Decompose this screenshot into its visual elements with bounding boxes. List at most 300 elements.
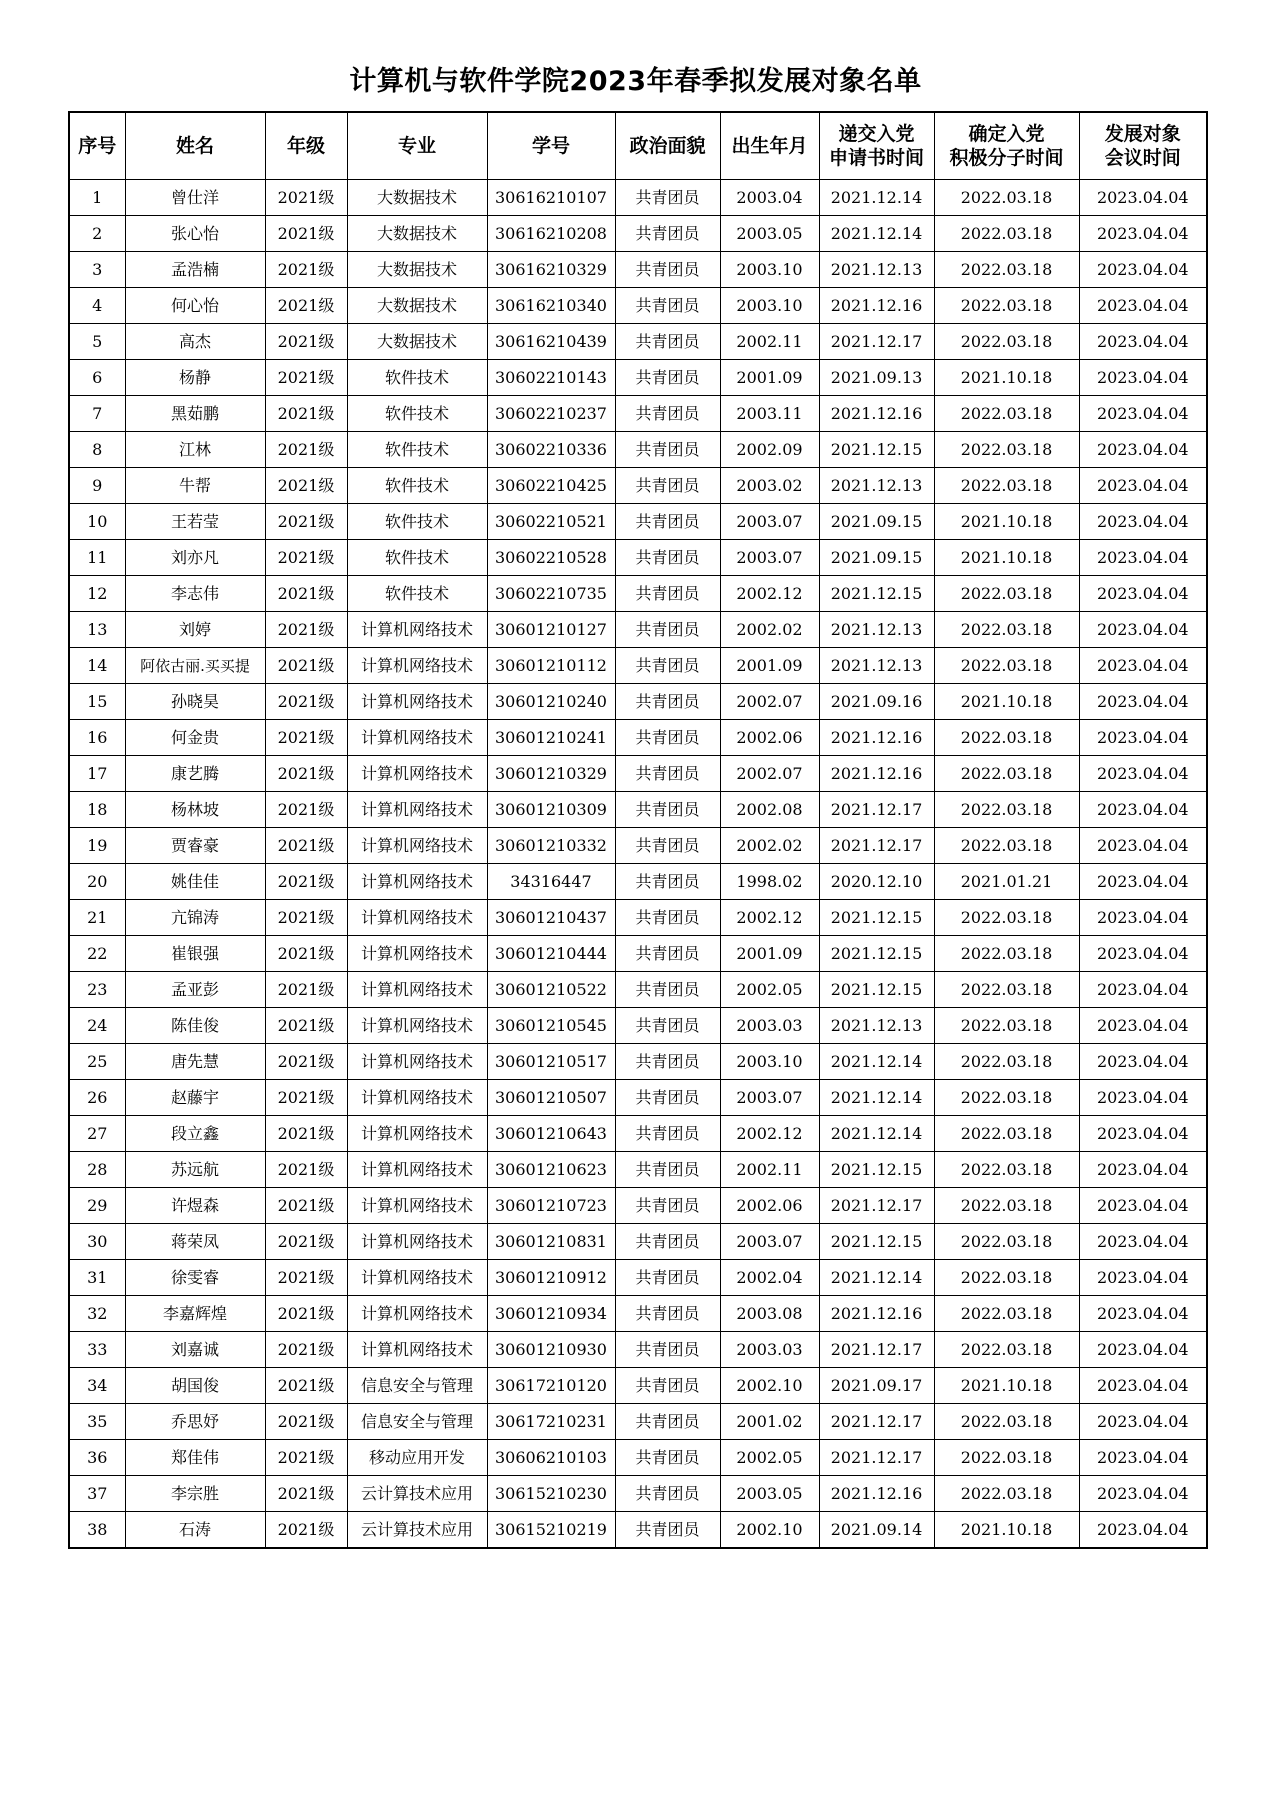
cell-major: 信息安全与管理	[347, 1368, 487, 1404]
cell-grade: 2021级	[265, 828, 347, 864]
cell-birth-date: 2003.03	[720, 1332, 819, 1368]
cell-grade: 2021级	[265, 1512, 347, 1549]
cell-major: 计算机网络技术	[347, 1080, 487, 1116]
cell-birth-date: 2003.05	[720, 1476, 819, 1512]
cell-political-status: 共青团员	[615, 756, 720, 792]
cell-name: 乔思妤	[125, 1404, 265, 1440]
cell-birth-date: 2003.03	[720, 1008, 819, 1044]
cell-application-date: 2021.12.14	[819, 1260, 934, 1296]
cell-index: 38	[69, 1512, 125, 1549]
cell-major: 软件技术	[347, 396, 487, 432]
cell-grade: 2021级	[265, 504, 347, 540]
cell-grade: 2021级	[265, 1440, 347, 1476]
cell-activist-date: 2022.03.18	[934, 1332, 1079, 1368]
cell-political-status: 共青团员	[615, 576, 720, 612]
cell-meeting-date: 2023.04.04	[1079, 648, 1207, 684]
cell-index: 23	[69, 972, 125, 1008]
cell-meeting-date: 2023.04.04	[1079, 1224, 1207, 1260]
header-label: 确定入党	[968, 123, 1045, 145]
cell-application-date: 2021.12.17	[819, 1440, 934, 1476]
cell-grade: 2021级	[265, 1476, 347, 1512]
cell-birth-date: 2003.08	[720, 1296, 819, 1332]
cell-index: 30	[69, 1224, 125, 1260]
cell-meeting-date: 2023.04.04	[1079, 180, 1207, 216]
cell-political-status: 共青团员	[615, 900, 720, 936]
cell-index: 6	[69, 360, 125, 396]
table-row	[69, 1476, 1207, 1512]
cell-student-id: 30602210143	[487, 360, 615, 396]
cell-grade: 2021级	[265, 720, 347, 756]
cell-index: 35	[69, 1404, 125, 1440]
cell-student-id: 30606210103	[487, 1440, 615, 1476]
cell-student-id: 30601210329	[487, 756, 615, 792]
table-row	[69, 432, 1207, 468]
cell-index: 3	[69, 252, 125, 288]
cell-name: 石涛	[125, 1512, 265, 1549]
cell-activist-date: 2021.10.18	[934, 540, 1079, 576]
cell-political-status: 共青团员	[615, 828, 720, 864]
cell-major: 软件技术	[347, 360, 487, 396]
cell-student-id: 30601210444	[487, 936, 615, 972]
table-row	[69, 1152, 1207, 1188]
cell-name: 徐雯睿	[125, 1260, 265, 1296]
cell-activist-date: 2022.03.18	[934, 324, 1079, 360]
cell-name: 李志伟	[125, 576, 265, 612]
cell-meeting-date: 2023.04.04	[1079, 1332, 1207, 1368]
cell-index: 36	[69, 1440, 125, 1476]
cell-grade: 2021级	[265, 900, 347, 936]
cell-grade: 2021级	[265, 1044, 347, 1080]
cell-political-status: 共青团员	[615, 252, 720, 288]
cell-application-date: 2021.12.16	[819, 756, 934, 792]
cell-grade: 2021级	[265, 576, 347, 612]
cell-name: 康艺腾	[125, 756, 265, 792]
cell-political-status: 共青团员	[615, 1404, 720, 1440]
cell-name: 苏远航	[125, 1152, 265, 1188]
cell-name: 阿依古丽.买买提	[125, 648, 265, 684]
cell-major: 计算机网络技术	[347, 1152, 487, 1188]
cell-birth-date: 2002.11	[720, 324, 819, 360]
cell-political-status: 共青团员	[615, 792, 720, 828]
cell-birth-date: 2002.11	[720, 1152, 819, 1188]
cell-index: 2	[69, 216, 125, 252]
cell-student-id: 30602210237	[487, 396, 615, 432]
cell-index: 16	[69, 720, 125, 756]
cell-name: 赵藤宇	[125, 1080, 265, 1116]
cell-birth-date: 2001.09	[720, 648, 819, 684]
cell-index: 22	[69, 936, 125, 972]
table-row	[69, 1080, 1207, 1116]
table-row	[69, 972, 1207, 1008]
cell-meeting-date: 2023.04.04	[1079, 720, 1207, 756]
cell-application-date: 2021.12.15	[819, 1152, 934, 1188]
table-row	[69, 648, 1207, 684]
cell-index: 24	[69, 1008, 125, 1044]
cell-meeting-date: 2023.04.04	[1079, 324, 1207, 360]
cell-application-date: 2021.12.17	[819, 792, 934, 828]
cell-major: 大数据技术	[347, 216, 487, 252]
cell-grade: 2021级	[265, 1296, 347, 1332]
cell-birth-date: 2002.04	[720, 1260, 819, 1296]
cell-activist-date: 2022.03.18	[934, 180, 1079, 216]
table-row	[69, 1512, 1207, 1549]
table-row	[69, 360, 1207, 396]
cell-political-status: 共青团员	[615, 432, 720, 468]
cell-political-status: 共青团员	[615, 180, 720, 216]
cell-name: 李嘉辉煌	[125, 1296, 265, 1332]
cell-major: 软件技术	[347, 504, 487, 540]
cell-activist-date: 2021.10.18	[934, 684, 1079, 720]
cell-grade: 2021级	[265, 1260, 347, 1296]
table-row	[69, 1188, 1207, 1224]
table-header-row	[69, 112, 1207, 180]
table-row	[69, 504, 1207, 540]
cell-name: 蒋荣凤	[125, 1224, 265, 1260]
cell-application-date: 2021.12.14	[819, 216, 934, 252]
table-row	[69, 1260, 1207, 1296]
table-row	[69, 828, 1207, 864]
cell-major: 计算机网络技术	[347, 936, 487, 972]
cell-application-date: 2021.12.15	[819, 1224, 934, 1260]
cell-grade: 2021级	[265, 1404, 347, 1440]
cell-birth-date: 2002.12	[720, 900, 819, 936]
cell-index: 37	[69, 1476, 125, 1512]
cell-political-status: 共青团员	[615, 1368, 720, 1404]
cell-activist-date: 2022.03.18	[934, 972, 1079, 1008]
cell-application-date: 2021.09.15	[819, 540, 934, 576]
cell-activist-date: 2022.03.18	[934, 612, 1079, 648]
cell-grade: 2021级	[265, 252, 347, 288]
cell-student-id: 30602210521	[487, 504, 615, 540]
cell-name: 胡国俊	[125, 1368, 265, 1404]
cell-index: 19	[69, 828, 125, 864]
cell-major: 大数据技术	[347, 288, 487, 324]
cell-major: 计算机网络技术	[347, 1116, 487, 1152]
cell-major: 软件技术	[347, 540, 487, 576]
header-label: 积极分子时间	[949, 147, 1064, 169]
cell-major: 计算机网络技术	[347, 1224, 487, 1260]
cell-application-date: 2021.12.14	[819, 1044, 934, 1080]
cell-name: 王若莹	[125, 504, 265, 540]
table-row	[69, 684, 1207, 720]
cell-birth-date: 2002.02	[720, 828, 819, 864]
cell-student-id: 30616210439	[487, 324, 615, 360]
table-row	[69, 1440, 1207, 1476]
header-label: 递交入党	[838, 123, 915, 145]
cell-birth-date: 2002.05	[720, 972, 819, 1008]
cell-index: 14	[69, 648, 125, 684]
cell-grade: 2021级	[265, 1080, 347, 1116]
cell-meeting-date: 2023.04.04	[1079, 1152, 1207, 1188]
cell-application-date: 2021.09.13	[819, 360, 934, 396]
cell-student-id: 30602210336	[487, 432, 615, 468]
cell-student-id: 30601210437	[487, 900, 615, 936]
cell-birth-date: 2002.12	[720, 1116, 819, 1152]
cell-activist-date: 2022.03.18	[934, 1260, 1079, 1296]
cell-student-id: 30601210545	[487, 1008, 615, 1044]
cell-political-status: 共青团员	[615, 648, 720, 684]
cell-political-status: 共青团员	[615, 1080, 720, 1116]
cell-activist-date: 2022.03.18	[934, 1008, 1079, 1044]
cell-activist-date: 2022.03.18	[934, 252, 1079, 288]
cell-index: 15	[69, 684, 125, 720]
cell-major: 大数据技术	[347, 252, 487, 288]
cell-application-date: 2021.12.16	[819, 1296, 934, 1332]
cell-birth-date: 2003.07	[720, 1224, 819, 1260]
cell-grade: 2021级	[265, 324, 347, 360]
cell-meeting-date: 2023.04.04	[1079, 756, 1207, 792]
cell-application-date: 2021.12.17	[819, 1404, 934, 1440]
cell-student-id: 30601210127	[487, 612, 615, 648]
cell-name: 亢锦涛	[125, 900, 265, 936]
cell-student-id: 30601210623	[487, 1152, 615, 1188]
cell-political-status: 共青团员	[615, 288, 720, 324]
cell-major: 计算机网络技术	[347, 972, 487, 1008]
cell-meeting-date: 2023.04.04	[1079, 288, 1207, 324]
cell-student-id: 30616210107	[487, 180, 615, 216]
cell-index: 21	[69, 900, 125, 936]
cell-index: 17	[69, 756, 125, 792]
cell-index: 27	[69, 1116, 125, 1152]
cell-birth-date: 2003.10	[720, 1044, 819, 1080]
cell-political-status: 共青团员	[615, 972, 720, 1008]
cell-major: 计算机网络技术	[347, 1260, 487, 1296]
cell-name: 许煜森	[125, 1188, 265, 1224]
cell-activist-date: 2022.03.18	[934, 1440, 1079, 1476]
cell-meeting-date: 2023.04.04	[1079, 1296, 1207, 1332]
cell-grade: 2021级	[265, 396, 347, 432]
cell-student-id: 30616210340	[487, 288, 615, 324]
cell-index: 32	[69, 1296, 125, 1332]
cell-major: 计算机网络技术	[347, 756, 487, 792]
cell-major: 软件技术	[347, 576, 487, 612]
cell-meeting-date: 2023.04.04	[1079, 1188, 1207, 1224]
cell-index: 31	[69, 1260, 125, 1296]
table-row	[69, 1404, 1207, 1440]
cell-major: 计算机网络技术	[347, 864, 487, 900]
table-row	[69, 324, 1207, 360]
table-row	[69, 612, 1207, 648]
cell-major: 计算机网络技术	[347, 1188, 487, 1224]
cell-political-status: 共青团员	[615, 1296, 720, 1332]
cell-meeting-date: 2023.04.04	[1079, 1080, 1207, 1116]
cell-name: 唐先慧	[125, 1044, 265, 1080]
cell-major: 计算机网络技术	[347, 1332, 487, 1368]
table-row	[69, 1224, 1207, 1260]
cell-political-status: 共青团员	[615, 1440, 720, 1476]
cell-activist-date: 2021.10.18	[934, 504, 1079, 540]
cell-student-id: 34316447	[487, 864, 615, 900]
cell-activist-date: 2022.03.18	[934, 756, 1079, 792]
cell-grade: 2021级	[265, 648, 347, 684]
cell-application-date: 2021.12.14	[819, 1080, 934, 1116]
cell-index: 33	[69, 1332, 125, 1368]
cell-major: 移动应用开发	[347, 1440, 487, 1476]
cell-student-id: 30601210912	[487, 1260, 615, 1296]
cell-activist-date: 2022.03.18	[934, 1152, 1079, 1188]
cell-student-id: 30601210723	[487, 1188, 615, 1224]
cell-index: 4	[69, 288, 125, 324]
cell-grade: 2021级	[265, 1116, 347, 1152]
cell-grade: 2021级	[265, 1188, 347, 1224]
cell-political-status: 共青团员	[615, 1008, 720, 1044]
header-major	[347, 112, 487, 180]
cell-political-status: 共青团员	[615, 720, 720, 756]
cell-grade: 2021级	[265, 1224, 347, 1260]
header-application-date	[819, 112, 934, 180]
cell-birth-date: 2002.12	[720, 576, 819, 612]
cell-political-status: 共青团员	[615, 612, 720, 648]
cell-birth-date: 2002.06	[720, 1188, 819, 1224]
table-row	[69, 900, 1207, 936]
cell-application-date: 2021.12.16	[819, 288, 934, 324]
cell-meeting-date: 2023.04.04	[1079, 1512, 1207, 1549]
cell-grade: 2021级	[265, 972, 347, 1008]
header-label: 申请书时间	[828, 147, 924, 169]
cell-application-date: 2021.12.13	[819, 252, 934, 288]
cell-meeting-date: 2023.04.04	[1079, 468, 1207, 504]
cell-political-status: 共青团员	[615, 504, 720, 540]
cell-activist-date: 2022.03.18	[934, 1296, 1079, 1332]
cell-student-id: 30601210240	[487, 684, 615, 720]
cell-index: 34	[69, 1368, 125, 1404]
header-name	[125, 112, 265, 180]
header-meeting-date	[1079, 112, 1207, 180]
header-grade	[265, 112, 347, 180]
cell-activist-date: 2022.03.18	[934, 1080, 1079, 1116]
cell-birth-date: 2001.02	[720, 1404, 819, 1440]
cell-birth-date: 2003.05	[720, 216, 819, 252]
cell-activist-date: 2022.03.18	[934, 792, 1079, 828]
cell-application-date: 2021.12.15	[819, 972, 934, 1008]
cell-birth-date: 1998.02	[720, 864, 819, 900]
cell-meeting-date: 2023.04.04	[1079, 828, 1207, 864]
cell-political-status: 共青团员	[615, 1152, 720, 1188]
cell-name: 高杰	[125, 324, 265, 360]
cell-index: 9	[69, 468, 125, 504]
cell-major: 计算机网络技术	[347, 828, 487, 864]
cell-birth-date: 2001.09	[720, 936, 819, 972]
cell-major: 计算机网络技术	[347, 1044, 487, 1080]
cell-grade: 2021级	[265, 432, 347, 468]
cell-major: 计算机网络技术	[347, 648, 487, 684]
cell-meeting-date: 2023.04.04	[1079, 1440, 1207, 1476]
cell-birth-date: 2002.09	[720, 432, 819, 468]
table-row	[69, 468, 1207, 504]
cell-name: 刘亦凡	[125, 540, 265, 576]
cell-meeting-date: 2023.04.04	[1079, 684, 1207, 720]
cell-index: 11	[69, 540, 125, 576]
cell-name: 张心怡	[125, 216, 265, 252]
table-row	[69, 576, 1207, 612]
cell-application-date: 2021.09.15	[819, 504, 934, 540]
cell-activist-date: 2022.03.18	[934, 900, 1079, 936]
cell-application-date: 2021.12.15	[819, 576, 934, 612]
cell-student-id: 30602210528	[487, 540, 615, 576]
header-activist-date	[934, 112, 1079, 180]
cell-grade: 2021级	[265, 864, 347, 900]
cell-birth-date: 2002.07	[720, 684, 819, 720]
cell-student-id: 30616210208	[487, 216, 615, 252]
header-label: 学号	[531, 135, 570, 157]
cell-political-status: 共青团员	[615, 1332, 720, 1368]
cell-birth-date: 2003.07	[720, 540, 819, 576]
cell-meeting-date: 2023.04.04	[1079, 1476, 1207, 1512]
cell-activist-date: 2022.03.18	[934, 648, 1079, 684]
cell-meeting-date: 2023.04.04	[1079, 1044, 1207, 1080]
cell-birth-date: 2001.09	[720, 360, 819, 396]
cell-student-id: 30615210219	[487, 1512, 615, 1549]
cell-meeting-date: 2023.04.04	[1079, 432, 1207, 468]
table-row	[69, 864, 1207, 900]
cell-major: 计算机网络技术	[347, 612, 487, 648]
cell-political-status: 共青团员	[615, 216, 720, 252]
cell-political-status: 共青团员	[615, 1476, 720, 1512]
table-body	[69, 180, 1207, 1549]
cell-grade: 2021级	[265, 540, 347, 576]
cell-name: 李宗胜	[125, 1476, 265, 1512]
cell-name: 刘嘉诚	[125, 1332, 265, 1368]
cell-application-date: 2021.12.17	[819, 324, 934, 360]
table-row	[69, 216, 1207, 252]
table-row	[69, 1368, 1207, 1404]
cell-name: 孙晓昊	[125, 684, 265, 720]
cell-grade: 2021级	[265, 288, 347, 324]
cell-name: 曾仕洋	[125, 180, 265, 216]
cell-meeting-date: 2023.04.04	[1079, 864, 1207, 900]
cell-name: 刘婷	[125, 612, 265, 648]
cell-political-status: 共青团员	[615, 1260, 720, 1296]
header-label: 政治面貌	[629, 135, 706, 157]
cell-grade: 2021级	[265, 1332, 347, 1368]
cell-grade: 2021级	[265, 468, 347, 504]
cell-major: 软件技术	[347, 468, 487, 504]
cell-name: 杨静	[125, 360, 265, 396]
cell-grade: 2021级	[265, 1008, 347, 1044]
cell-major: 计算机网络技术	[347, 792, 487, 828]
cell-activist-date: 2022.03.18	[934, 468, 1079, 504]
cell-political-status: 共青团员	[615, 1512, 720, 1549]
cell-student-id: 30617210120	[487, 1368, 615, 1404]
header-student-id	[487, 112, 615, 180]
cell-major: 大数据技术	[347, 180, 487, 216]
table-row	[69, 1008, 1207, 1044]
cell-meeting-date: 2023.04.04	[1079, 396, 1207, 432]
cell-meeting-date: 2023.04.04	[1079, 540, 1207, 576]
cell-birth-date: 2002.08	[720, 792, 819, 828]
cell-student-id: 30601210643	[487, 1116, 615, 1152]
cell-activist-date: 2021.01.21	[934, 864, 1079, 900]
cell-name: 姚佳佳	[125, 864, 265, 900]
cell-activist-date: 2022.03.18	[934, 1116, 1079, 1152]
cell-meeting-date: 2023.04.04	[1079, 360, 1207, 396]
page-title: 计算机与软件学院2023年春季拟发展对象名单	[349, 66, 922, 97]
cell-student-id: 30617210231	[487, 1404, 615, 1440]
cell-activist-date: 2022.03.18	[934, 1476, 1079, 1512]
cell-meeting-date: 2023.04.04	[1079, 216, 1207, 252]
cell-meeting-date: 2023.04.04	[1079, 1260, 1207, 1296]
cell-birth-date: 2003.04	[720, 180, 819, 216]
cell-political-status: 共青团员	[615, 1188, 720, 1224]
cell-birth-date: 2003.10	[720, 252, 819, 288]
cell-activist-date: 2021.10.18	[934, 1368, 1079, 1404]
cell-student-id: 30601210522	[487, 972, 615, 1008]
cell-meeting-date: 2023.04.04	[1079, 1116, 1207, 1152]
cell-application-date: 2021.12.13	[819, 648, 934, 684]
cell-application-date: 2021.12.15	[819, 432, 934, 468]
cell-birth-date: 2002.05	[720, 1440, 819, 1476]
header-label: 姓名	[175, 135, 214, 157]
